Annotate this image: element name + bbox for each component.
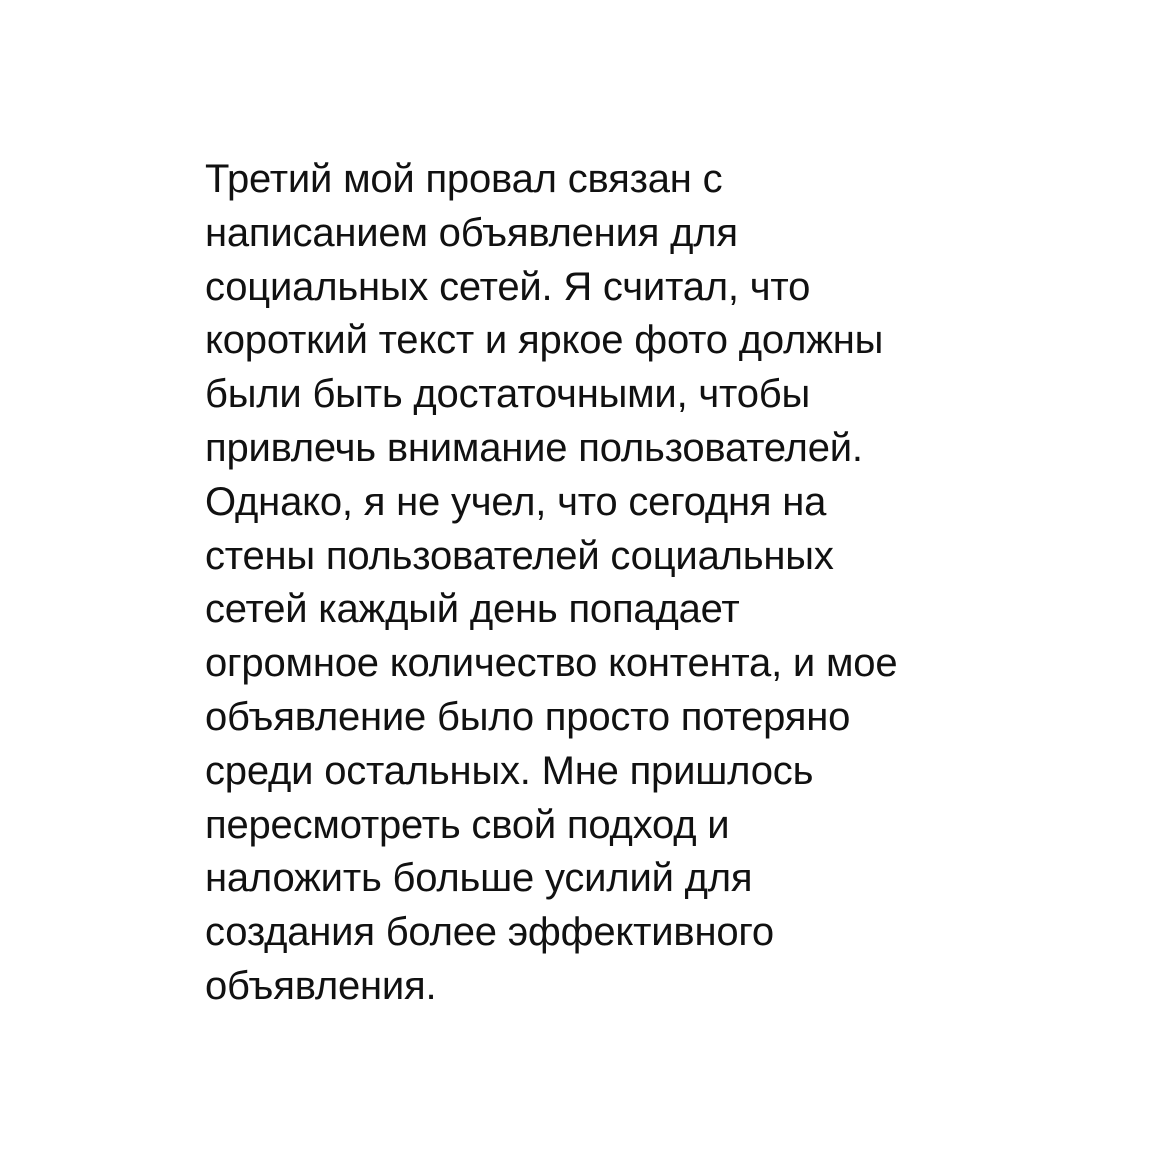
- text-line-11: объявление было просто потеряно: [205, 694, 851, 739]
- text-line-14: наложить больше усилий для: [205, 856, 753, 901]
- text-line-15: создания более эффективного: [205, 910, 774, 955]
- text-line-4: короткий текст и яркое фото должны: [205, 318, 884, 363]
- text-line-3: социальных сетей. Я считал, что: [205, 264, 811, 309]
- text-line-2: написанием объявления для: [205, 210, 738, 255]
- text-line-1: Третий мой провал связан с: [205, 157, 723, 201]
- text-line-8: стены пользователей социальных: [205, 533, 834, 578]
- text-line-12: среди остальных. Мне пришлось: [205, 748, 814, 793]
- post-text: [205, 153, 1005, 1014]
- text-line-13: пересмотреть свой подход и: [205, 802, 730, 847]
- text-line-5: были быть достаточными, чтобы: [205, 372, 811, 417]
- text-line-9: сетей каждый день попадает: [205, 587, 740, 632]
- text-line-6: привлечь внимание пользователей.: [205, 425, 863, 470]
- text-line-16: объявления.: [205, 963, 437, 1008]
- text-line-10: огромное количество контента, и мое: [205, 641, 898, 686]
- text-line-7: Однако, я не учел, что сегодня на: [205, 479, 827, 524]
